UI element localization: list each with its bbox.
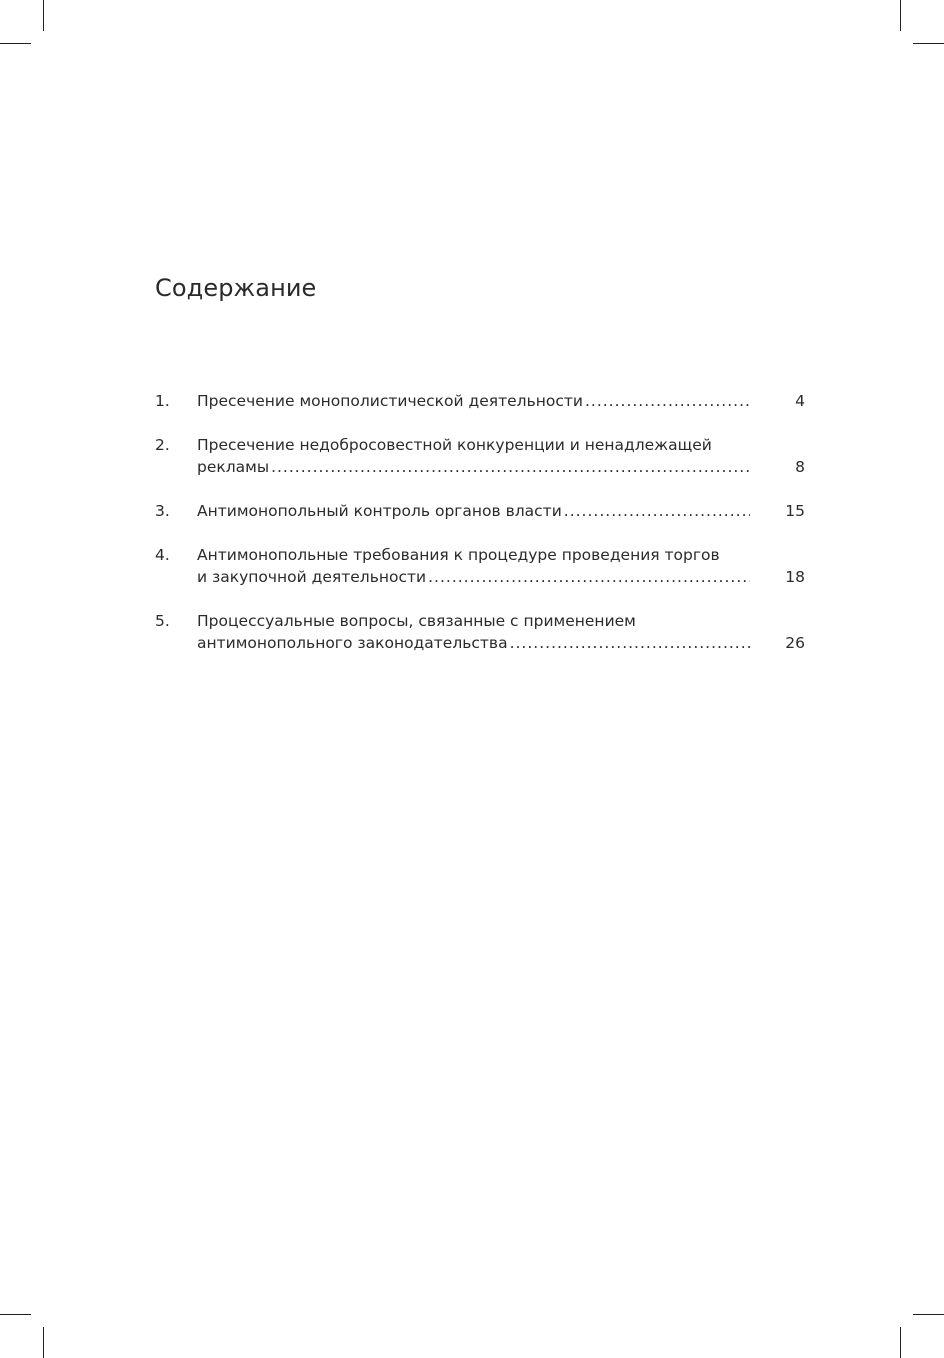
dot-leader bbox=[562, 500, 750, 522]
toc-list bbox=[155, 390, 805, 676]
toc-entry-title-last-line bbox=[197, 456, 750, 478]
toc-entry-title-last-line bbox=[197, 500, 750, 522]
toc-entry-title-line: Процессуальные вопросы, связанные с применением bbox=[197, 612, 636, 630]
toc-entry-title-last-line bbox=[197, 566, 750, 588]
crop-mark-bottom-right-vertical bbox=[900, 1327, 901, 1358]
toc-entry-page-number: 8 bbox=[795, 458, 805, 476]
dot-leader bbox=[508, 632, 750, 654]
toc-entry-title-label: антимонопольного законодательства bbox=[197, 634, 508, 652]
toc-entry[interactable] bbox=[155, 500, 805, 522]
crop-mark-top-right-horizontal bbox=[913, 43, 944, 44]
toc-entry-title bbox=[197, 610, 750, 654]
toc-entry[interactable] bbox=[155, 610, 805, 654]
toc-entry-title bbox=[197, 544, 750, 588]
crop-mark-bottom-right-horizontal bbox=[913, 1314, 944, 1315]
toc-title: Содержание bbox=[155, 274, 317, 302]
toc-entry-title-line: Пресечение недобросовестной конкуренции и ненадлежащей bbox=[197, 436, 712, 454]
toc-entry-title-label: Антимонопольный контроль органов власти bbox=[197, 502, 562, 520]
dot-leader bbox=[269, 456, 750, 478]
toc-entry-title bbox=[197, 500, 750, 522]
toc-entry-title-label: Пресечение монополистической деятельности bbox=[197, 392, 583, 410]
toc-entry-page-number: 26 bbox=[785, 634, 805, 652]
crop-mark-top-left-vertical bbox=[43, 0, 44, 31]
toc-entry-page-number: 15 bbox=[785, 502, 805, 520]
dot-leader bbox=[583, 390, 750, 412]
toc-entry-number: 1. bbox=[155, 392, 170, 410]
toc-entry-number: 4. bbox=[155, 546, 170, 564]
toc-entry-title-label: и закупочной деятельности bbox=[197, 568, 427, 586]
toc-entry-number: 5. bbox=[155, 612, 170, 630]
toc-entry-title bbox=[197, 434, 750, 478]
toc-entry-title-label: рекламы bbox=[197, 458, 270, 476]
toc-entry[interactable] bbox=[155, 544, 805, 588]
toc-entry[interactable] bbox=[155, 434, 805, 478]
toc-entry-number: 3. bbox=[155, 502, 170, 520]
crop-mark-top-left-horizontal bbox=[0, 43, 31, 44]
dot-leader bbox=[426, 566, 750, 588]
toc-entry-page-number: 18 bbox=[785, 568, 805, 586]
crop-mark-bottom-left-horizontal bbox=[0, 1314, 31, 1315]
toc-entry-title-line: Антимонопольные требования к процедуре проведения торгов bbox=[197, 546, 720, 564]
toc-entry[interactable] bbox=[155, 390, 805, 412]
toc-entry-number: 2. bbox=[155, 436, 170, 454]
crop-mark-bottom-left-vertical bbox=[43, 1327, 44, 1358]
toc-entry-page-number: 4 bbox=[795, 392, 805, 410]
toc-entry-title-last-line bbox=[197, 390, 750, 412]
toc-entry-title-last-line bbox=[197, 632, 750, 654]
toc-entry-title bbox=[197, 390, 750, 412]
crop-mark-top-right-vertical bbox=[900, 0, 901, 31]
